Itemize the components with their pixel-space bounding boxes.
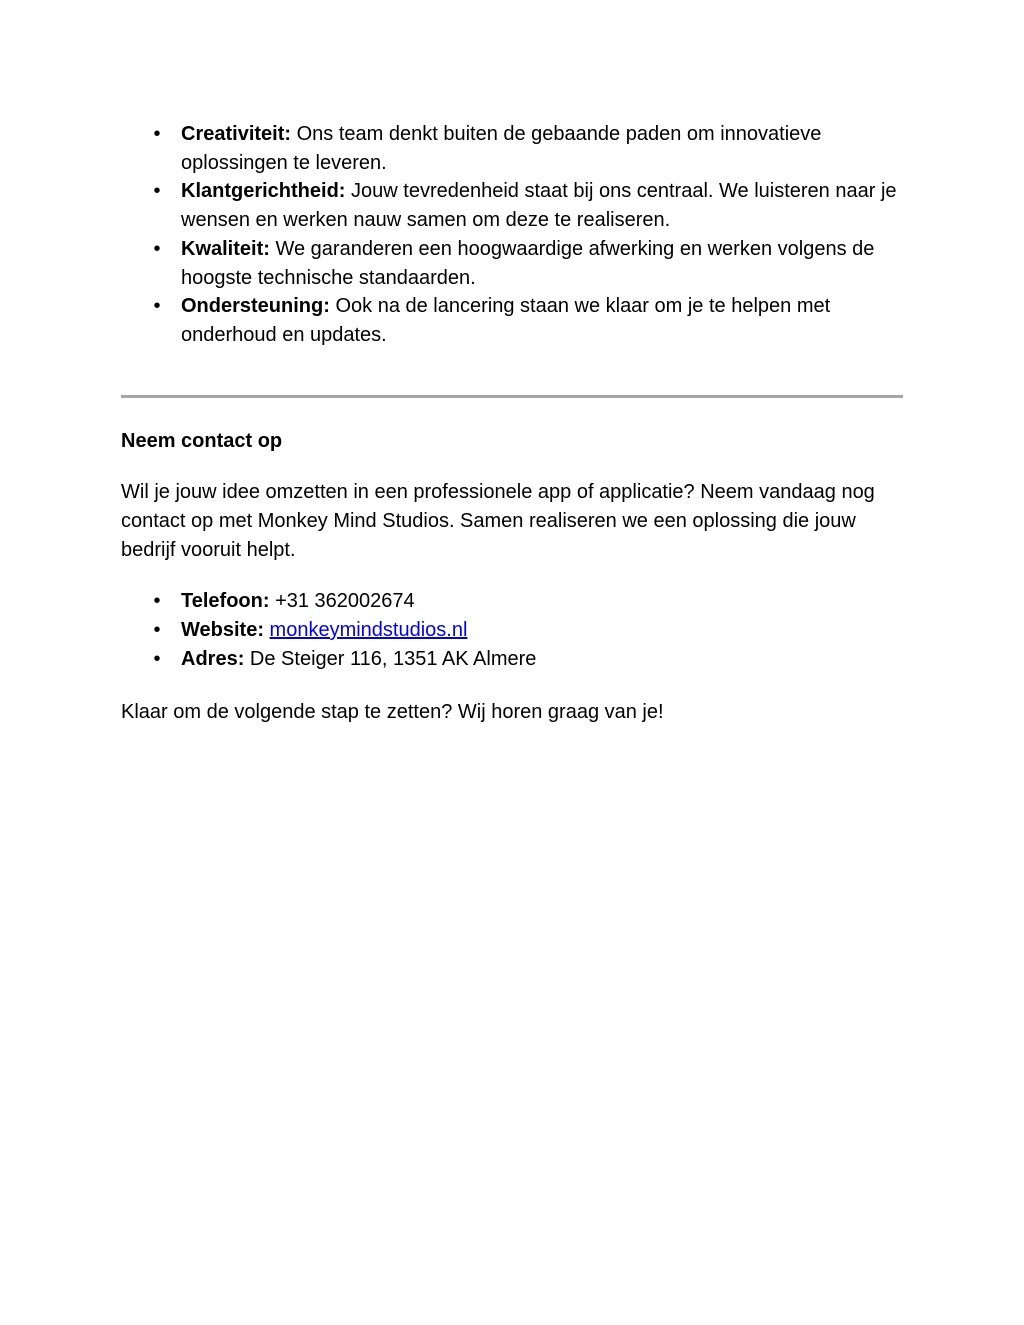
bullet-icon: • [153, 647, 161, 670]
phone-value: +31 362002674 [275, 590, 415, 613]
document-page [121, 120, 903, 726]
item-text: We garanderen een hoogwaardige afwerking en werken volgens de hoogste technische standaarden. [181, 237, 875, 289]
bullet-icon: • [153, 590, 161, 613]
website-label: Website: [181, 619, 264, 642]
list-item-website [121, 616, 903, 645]
bullet-icon: • [153, 237, 161, 260]
closing-paragraph: Klaar om de volgende stap te zetten? Wij horen graag van je! [121, 700, 664, 723]
item-label: Ondersteuning: [181, 295, 330, 318]
contact-intro-paragraph: Wil je jouw idee omzetten in een professionele app of applicatie? Neem vandaag nog contact op met Monkey Mind Studios. Samen realiseren we een oplossing die jouw bedrijf vooruit helpt. [121, 481, 875, 561]
bullet-icon: • [153, 123, 161, 145]
website-link[interactable]: monkeymindstudios.nl [269, 619, 468, 642]
address-label: Adres: [181, 647, 245, 670]
bullet-icon: • [153, 180, 161, 203]
item-text: Jouw tevredenheid staat bij ons centraal. We luisteren naar je wensen en werken nauw samen om deze te realiseren. [181, 180, 897, 232]
item-label: Klantgerichtheid: [181, 180, 346, 203]
list-item-customer-focus [121, 177, 903, 234]
list-item-creativity [121, 120, 903, 177]
list-item-phone [121, 587, 903, 616]
phone-label: Telefoon: [181, 590, 270, 613]
contact-heading: Neem contact op [121, 429, 283, 452]
list-item-support [121, 292, 903, 349]
list-item-address [121, 645, 903, 674]
bullet-icon: • [153, 619, 161, 642]
item-label: Creativiteit: [181, 123, 292, 145]
item-text: Ons team denkt buiten de gebaande paden om innovatieve oplossingen te leveren. [181, 123, 822, 174]
horizontal-divider [121, 395, 903, 398]
item-label: Kwaliteit: [181, 237, 270, 260]
address-value: De Steiger 116, 1351 AK Almere [249, 647, 537, 670]
contact-details-list [121, 587, 903, 673]
item-text: Ook na de lancering staan we klaar om je te helpen met onderhoud en updates. [181, 295, 831, 346]
list-item-quality [121, 235, 903, 292]
values-list [121, 120, 903, 350]
bullet-icon: • [153, 295, 161, 318]
